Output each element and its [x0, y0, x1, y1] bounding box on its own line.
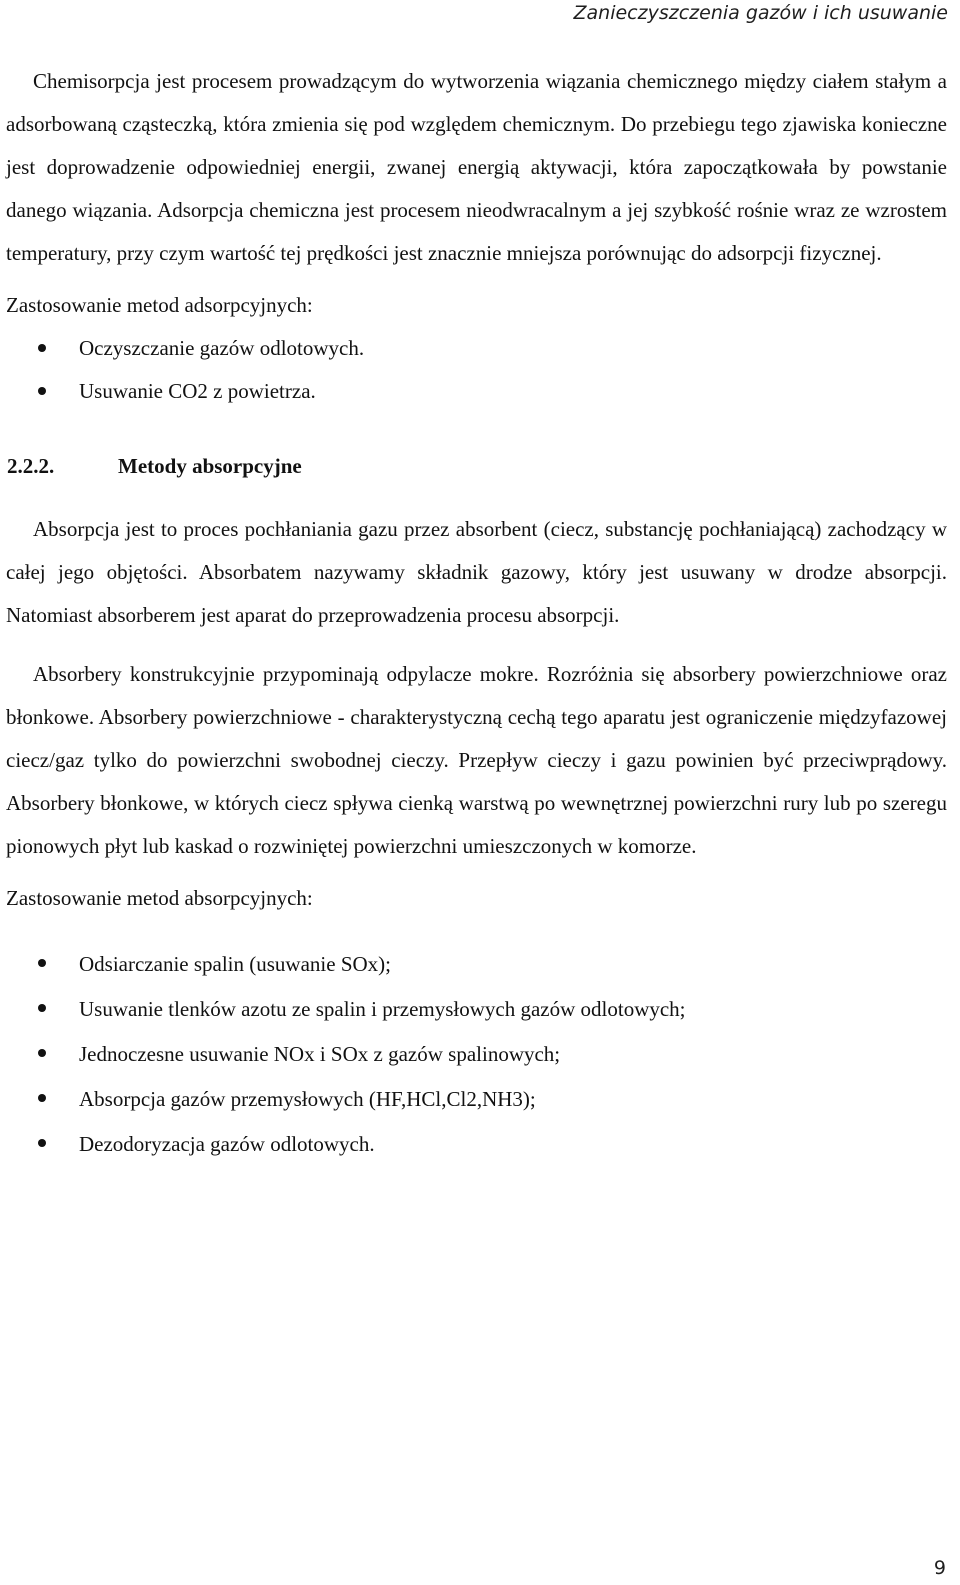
list-item [6, 1032, 947, 1077]
list-item-text: Dezodoryzacja gazów odlotowych. [79, 1132, 375, 1156]
list-item [6, 1077, 947, 1122]
section-number: 2.2.2. [7, 454, 55, 478]
bullet-icon [38, 1004, 46, 1012]
bullet-icon [38, 1049, 46, 1057]
list-item [6, 370, 947, 413]
absorption-uses-list [6, 942, 947, 1167]
list-item-text: Absorpcja gazów przemysłowych (HF,HCl,Cl2,NH3); [79, 1087, 536, 1111]
list-item [6, 942, 947, 987]
list-item-text: Oczyszczanie gazów odlotowych. [79, 336, 365, 360]
list-item [6, 327, 947, 370]
adsorption-uses-heading: Zastosowanie metod adsorpcyjnych: [6, 293, 313, 317]
adsorption-uses-list [6, 327, 947, 413]
running-header: Zanieczyszczenia gazów i ich usuwanie [573, 2, 948, 24]
bullet-icon [38, 959, 46, 967]
list-item-text: Odsiarczanie spalin (usuwanie SOx); [79, 952, 391, 976]
list-item [6, 987, 947, 1032]
bullet-icon [38, 1139, 46, 1147]
page-number: 9 [933, 1557, 946, 1579]
absorbers-paragraph: Absorbery konstrukcyjnie przypominają odpylacze mokre. Rozróżnia się absorbery powierzchniowe oraz błonkowe. Absorbery powierzchniowe - charakterystyczną cechą tego aparatu jest ograniczenie międzyfazowej ciecz/gaz tylko do powierzchni swobodnej cieczy. Przepływ cieczy i gazu powinien być przeciwprądowy. Absorbery błonkowe, w których ciecz spływa cienką warstwą po wewnętrznej powierzchni rury lub po szeregu pionowych płyt lub kaskad o rozwiniętej powierzchni umieszczonych w komorze. [6, 662, 947, 858]
bullet-icon [38, 387, 46, 395]
section-heading [6, 445, 947, 488]
list-item-text: Usuwanie tlenków azotu ze spalin i przemysłowych gazów odlotowych; [79, 997, 686, 1021]
bullet-icon [38, 344, 46, 352]
section-title: Metody absorpcyjne [118, 454, 302, 478]
absorption-paragraph: Absorpcja jest to proces pochłaniania gazu przez absorbent (ciecz, substancję pochłaniającą) zachodzący w całej jego objętości. Absorbatem nazywamy składnik gazowy, który jest usuwany w drodze absorpcji. Natomiast absorberem jest aparat do przeprowadzenia procesu absorpcji. [6, 517, 947, 627]
list-item [6, 1122, 947, 1167]
absorption-uses-heading: Zastosowanie metod absorpcyjnych: [6, 886, 313, 910]
chemisorption-paragraph: Chemisorpcja jest procesem prowadzącym do wytworzenia wiązania chemicznego między ciałem stałym a adsorbowaną cząsteczką, która zmienia się pod względem chemicznym. Do przebiegu tego zjawiska konieczne jest doprowadzenie odpowiedniej energii, zwanej energią aktywacji, która zapoczątkowała by powstanie danego wiązania. Adsorpcja chemiczna jest procesem nieodwracalnym a jej szybkość rośnie wraz ze wzrostem temperatury, przy czym wartość tej prędkości jest znacznie mniejsza porównując do adsorpcji fizycznej. [6, 69, 947, 265]
page-content [6, 60, 947, 1167]
list-item-text: Jednoczesne usuwanie NOx i SOx z gazów spalinowych; [79, 1042, 561, 1066]
list-item-text: Usuwanie CO2 z powietrza. [79, 379, 316, 403]
bullet-icon [38, 1094, 46, 1102]
